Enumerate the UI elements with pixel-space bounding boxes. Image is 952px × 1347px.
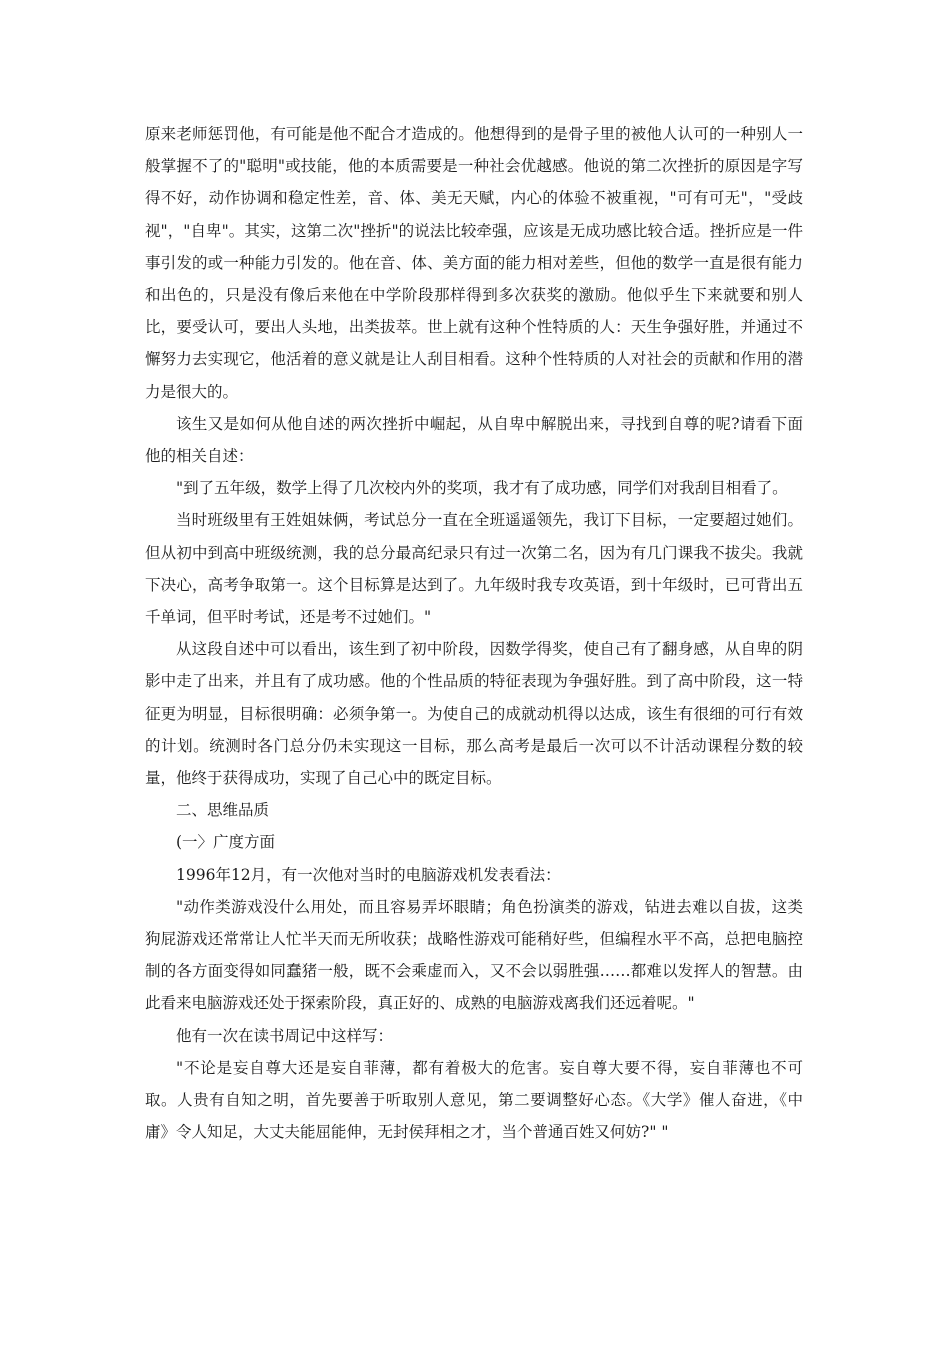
subsection-heading-breadth: (一〉广度方面 (176, 833, 276, 852)
paragraph-8: 1996年12月，有一次他对当时的电脑游戏机发表看法： (176, 865, 561, 884)
paragraph-1: 原来老师惩罚他，有可能是他不配合才造成的。他想得到的是骨子里的被他人认可的一种别人一般掌握不了的"聪明"或技能，他的本质需要是一种社会优越感。他说的第二次挫折的原因是字写得不好，动作协调和稳定性差，音、体、美无天赋，内心的体验不被重视，"可有可无"，"受歧视"，"自卑"。其实，这第二次"挫折"的说法比较牵强，应该是无成功感比较合适。挫折应是一件事引发的或一种能力引发的。他在音、体、美方面的能力相对差些，但他的数学一直是很有能力和出色的，只是没有像后来他在中学阶段那样得到多次获奖的激励。他似乎生下来就要和别人比，要受认可，要出人头地，出类拔萃。世上就有这种个性特质的人：天生争强好胜，并通过不懈努力去实现它，他活着的意义就是让人刮目相看。这种个性特质的人对社会的贡献和作用的潜力是很大的。 (145, 125, 803, 401)
paragraph-3: "到了五年级，数学上得了几次校内外的奖项，我才有了成功感，同学们对我刮目相看了。 (176, 479, 788, 498)
section-heading-thinking-quality: 二、思维品质 (176, 801, 270, 820)
paragraph-5: 从这段自述中可以看出，该生到了初中阶段，因数学得奖，使自己有了翻身感，从自卑的阴影中走了出来，并且有了成功感。他的个性品质的特征表现为争强好胜。到了高中阶段，这一特征更为明显，目标很明确：必须争第一。为使自己的成就动机得以达成，该生有很细的可行有效的计划。统测时各门总分仍未实现这一目标，那么高考是最后一次可以不计活动课程分数的较量，他终于获得成功，实现了自己心中的既定目标。 (145, 640, 803, 788)
paragraph-10: 他有一次在读书周记中这样写： (176, 1026, 394, 1045)
paragraph-4: 当时班级里有王姓姐妹俩，考试总分一直在全班遥遥领先，我订下目标，一定要超过她们。但从初中到高中班级统测，我的总分最高纪录只有过一次第二名，因为有几门课我不拔尖。我就下决心，高考争取第一。这个目标算是达到了。九年级时我专攻英语，到十年级时，已可背出五千单词，但平时考试，还是考不过她们。" (145, 511, 803, 627)
paragraph-11: "不论是妄自尊大还是妄自菲薄，都有着极大的危害。妄自尊大要不得，妄自菲薄也不可取。人贵有自知之明，首先要善于听取别人意见，第二要调整好心态。《大学》催人奋进，《中庸》令人知足，大丈夫能屈能伸，无封侯拜相之才，当个普通百姓又何妨?" " (145, 1058, 803, 1142)
paragraph-2: 该生又是如何从他自述的两次挫折中崛起，从自卑中解脱出来，寻找到自尊的呢?请看下面他的相关自述： (145, 414, 803, 466)
paragraph-9: "动作类游戏没什么用处，而且容易弄坏眼睛；角色扮演类的游戏，钻进去难以自拔，这类狗屁游戏还常常让人忙半天而无所收获；战略性游戏可能稍好些，但编程水平不高，总把电脑控制的各方面变得如同蠢猪一般，既不会乘虚而入，又不会以弱胜强……都难以发挥人的智慧。由此看来电脑游戏还处于探索阶段，真正好的、成熟的电脑游戏离我们还远着呢。" (145, 897, 803, 1013)
body-text (145, 118, 803, 1149)
